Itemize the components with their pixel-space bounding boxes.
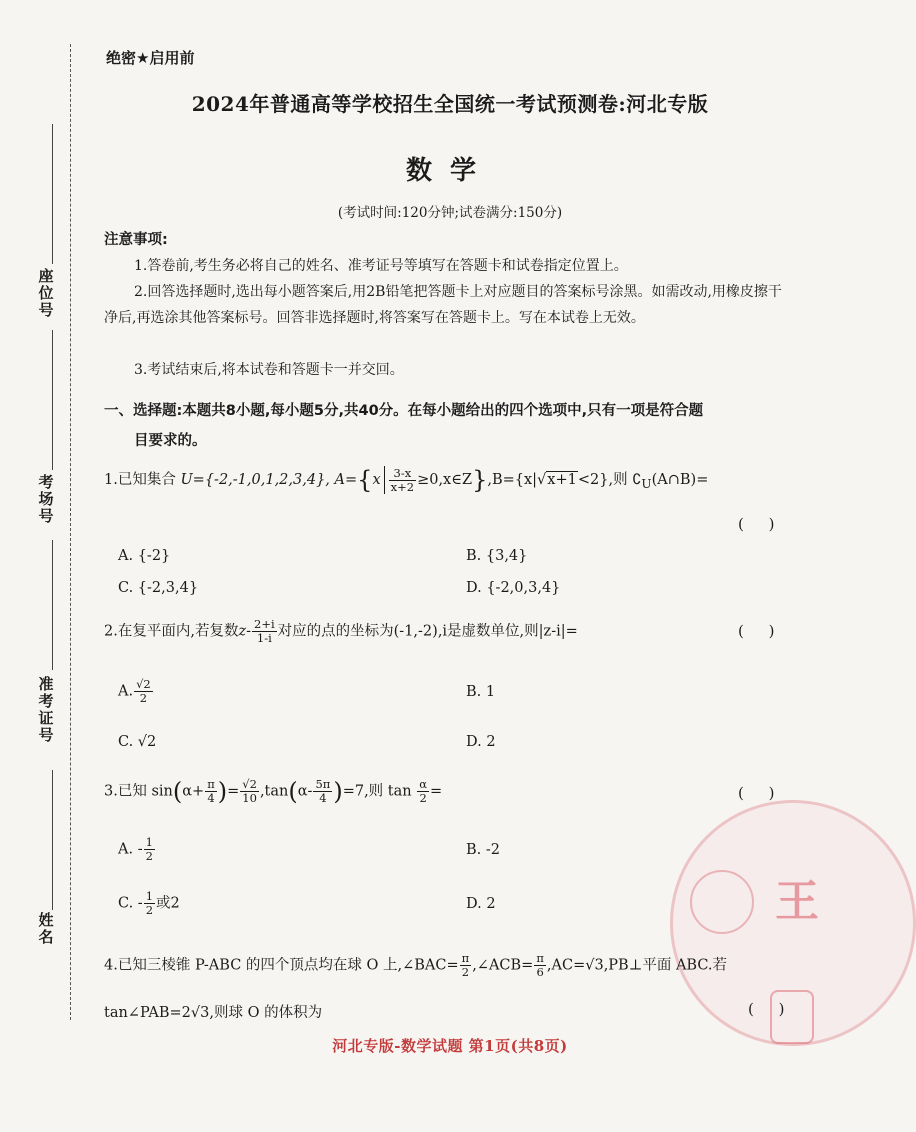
exam-title: 2024年普通高等学校招生全国统一考试预测卷:河北专版 [191,92,709,116]
section-heading [104,396,788,456]
q4-answer-paren: ( ) [748,1000,795,1018]
q1-option-d: D. {-2,0,3,4} [466,580,561,596]
notice-item-2: 2.回答选择题时,选出每小题答案后,用2B铅笔把答题卡上对应题目的答案标号涂黑。如需改动,用橡皮擦干净后,再选涂其他答案标号。回答非选择题时,将答案写在答题卡上。写在本试卷上无效。 [104,284,782,326]
ticket-fill-line [52,540,53,670]
q2-answer-paren: ( ) [738,622,785,640]
admission-ticket-label: 准考证号 [38,675,54,744]
exam-room-label: 考场号 [38,473,54,525]
question-3: 3.已知 sin(α+ $\frac{\pi}{4}$ )= $\frac{√2}{10}$ ,tan(α- $\frac{5\pi}{4}$ )=7,则 tan $\frac{\alpha}{2}$ = [104,777,443,806]
secret-mark: 绝密★启用前 [106,49,195,67]
name-label: 姓名 [38,911,54,946]
q3-option-c: C. - $\frac{1}{2}$ 或2 [118,889,180,917]
q1-option-c: C. {-2,3,4} [118,580,199,596]
seat-number-label: 座位号 [38,267,54,319]
q2-option-d: D. 2 [466,734,496,750]
exam-info: (考试时间:120分钟;试卷满分:150分) [337,205,563,221]
q1-fraction: $\frac{3-x}{x+2}$ [390,465,415,494]
notice-heading: 注意事项: [104,232,168,248]
q1-answer-paren: ( ) [738,515,785,533]
page-footer: 河北专版-数学试题 第1页(共8页) [332,1037,568,1055]
section-heading-line2: 目要求的。 [134,433,207,449]
q1-option-a: A. {-2} [118,548,171,564]
section-heading-line1: 一、选择题:本题共8小题,每小题5分,共40分。在每小题给出的四个选项中,只有一项是符合题 [104,403,704,419]
question-1: 1.已知集合 U={-2,-1,0,1,2,3,4}, A={x $\frac{3-x}{x+2}$ ≥0,x∈Z},B={x|√x+1<2},则 $∁_U(A\cap B)=$ [104,465,709,494]
q1-option-b: B. {3,4} [466,548,528,564]
seat-fill-line [52,124,53,264]
q3-option-a: A. - $\frac{1}{2}$ [118,835,153,863]
room-fill-line [52,330,53,470]
q3-option-d: D. 2 [466,896,496,912]
question-4-line2: tan∠PAB=2√3,则球 O 的体积为 [104,1005,323,1021]
q2-option-b: B. 1 [466,684,496,700]
q2-option-c: C. √2 [118,734,157,750]
q3-answer-paren: ( ) [738,784,785,802]
q3-option-b: B. -2 [466,842,500,858]
subject-title: 数学 [405,156,494,186]
notice-item-3: 3.考试结束后,将本试卷和答题卡一并交回。 [134,362,404,378]
stamp-seal-inner [690,870,754,934]
q2-option-a: A. $\frac{√2}{2}$ [118,677,151,705]
notice-item-1: 1.答卷前,考生务必将自己的姓名、准考证号等填写在答题卡和试卷指定位置上。 [134,258,628,274]
name-fill-line [52,770,53,910]
question-2: 2.在复平面内,若复数z- $\frac{2+i}{1-i}$ 对应的点的坐标为(-1,-2),i是虚数单位,则|z-i|= [104,617,578,645]
stamp-character: 王 [775,876,819,927]
question-4-line1: 4.已知三棱锥 P-ABC 的四个顶点均在球 O 上,∠BAC= $\frac{\pi}{2}$ ,∠ACB= $\frac{\pi}{6}$ ,AC=√3,PB⊥平面 ABC.若 [104,951,728,979]
binding-dashed-line [70,44,71,1020]
q2-fraction: $\frac{2+i}{1-i}$ [254,617,275,645]
